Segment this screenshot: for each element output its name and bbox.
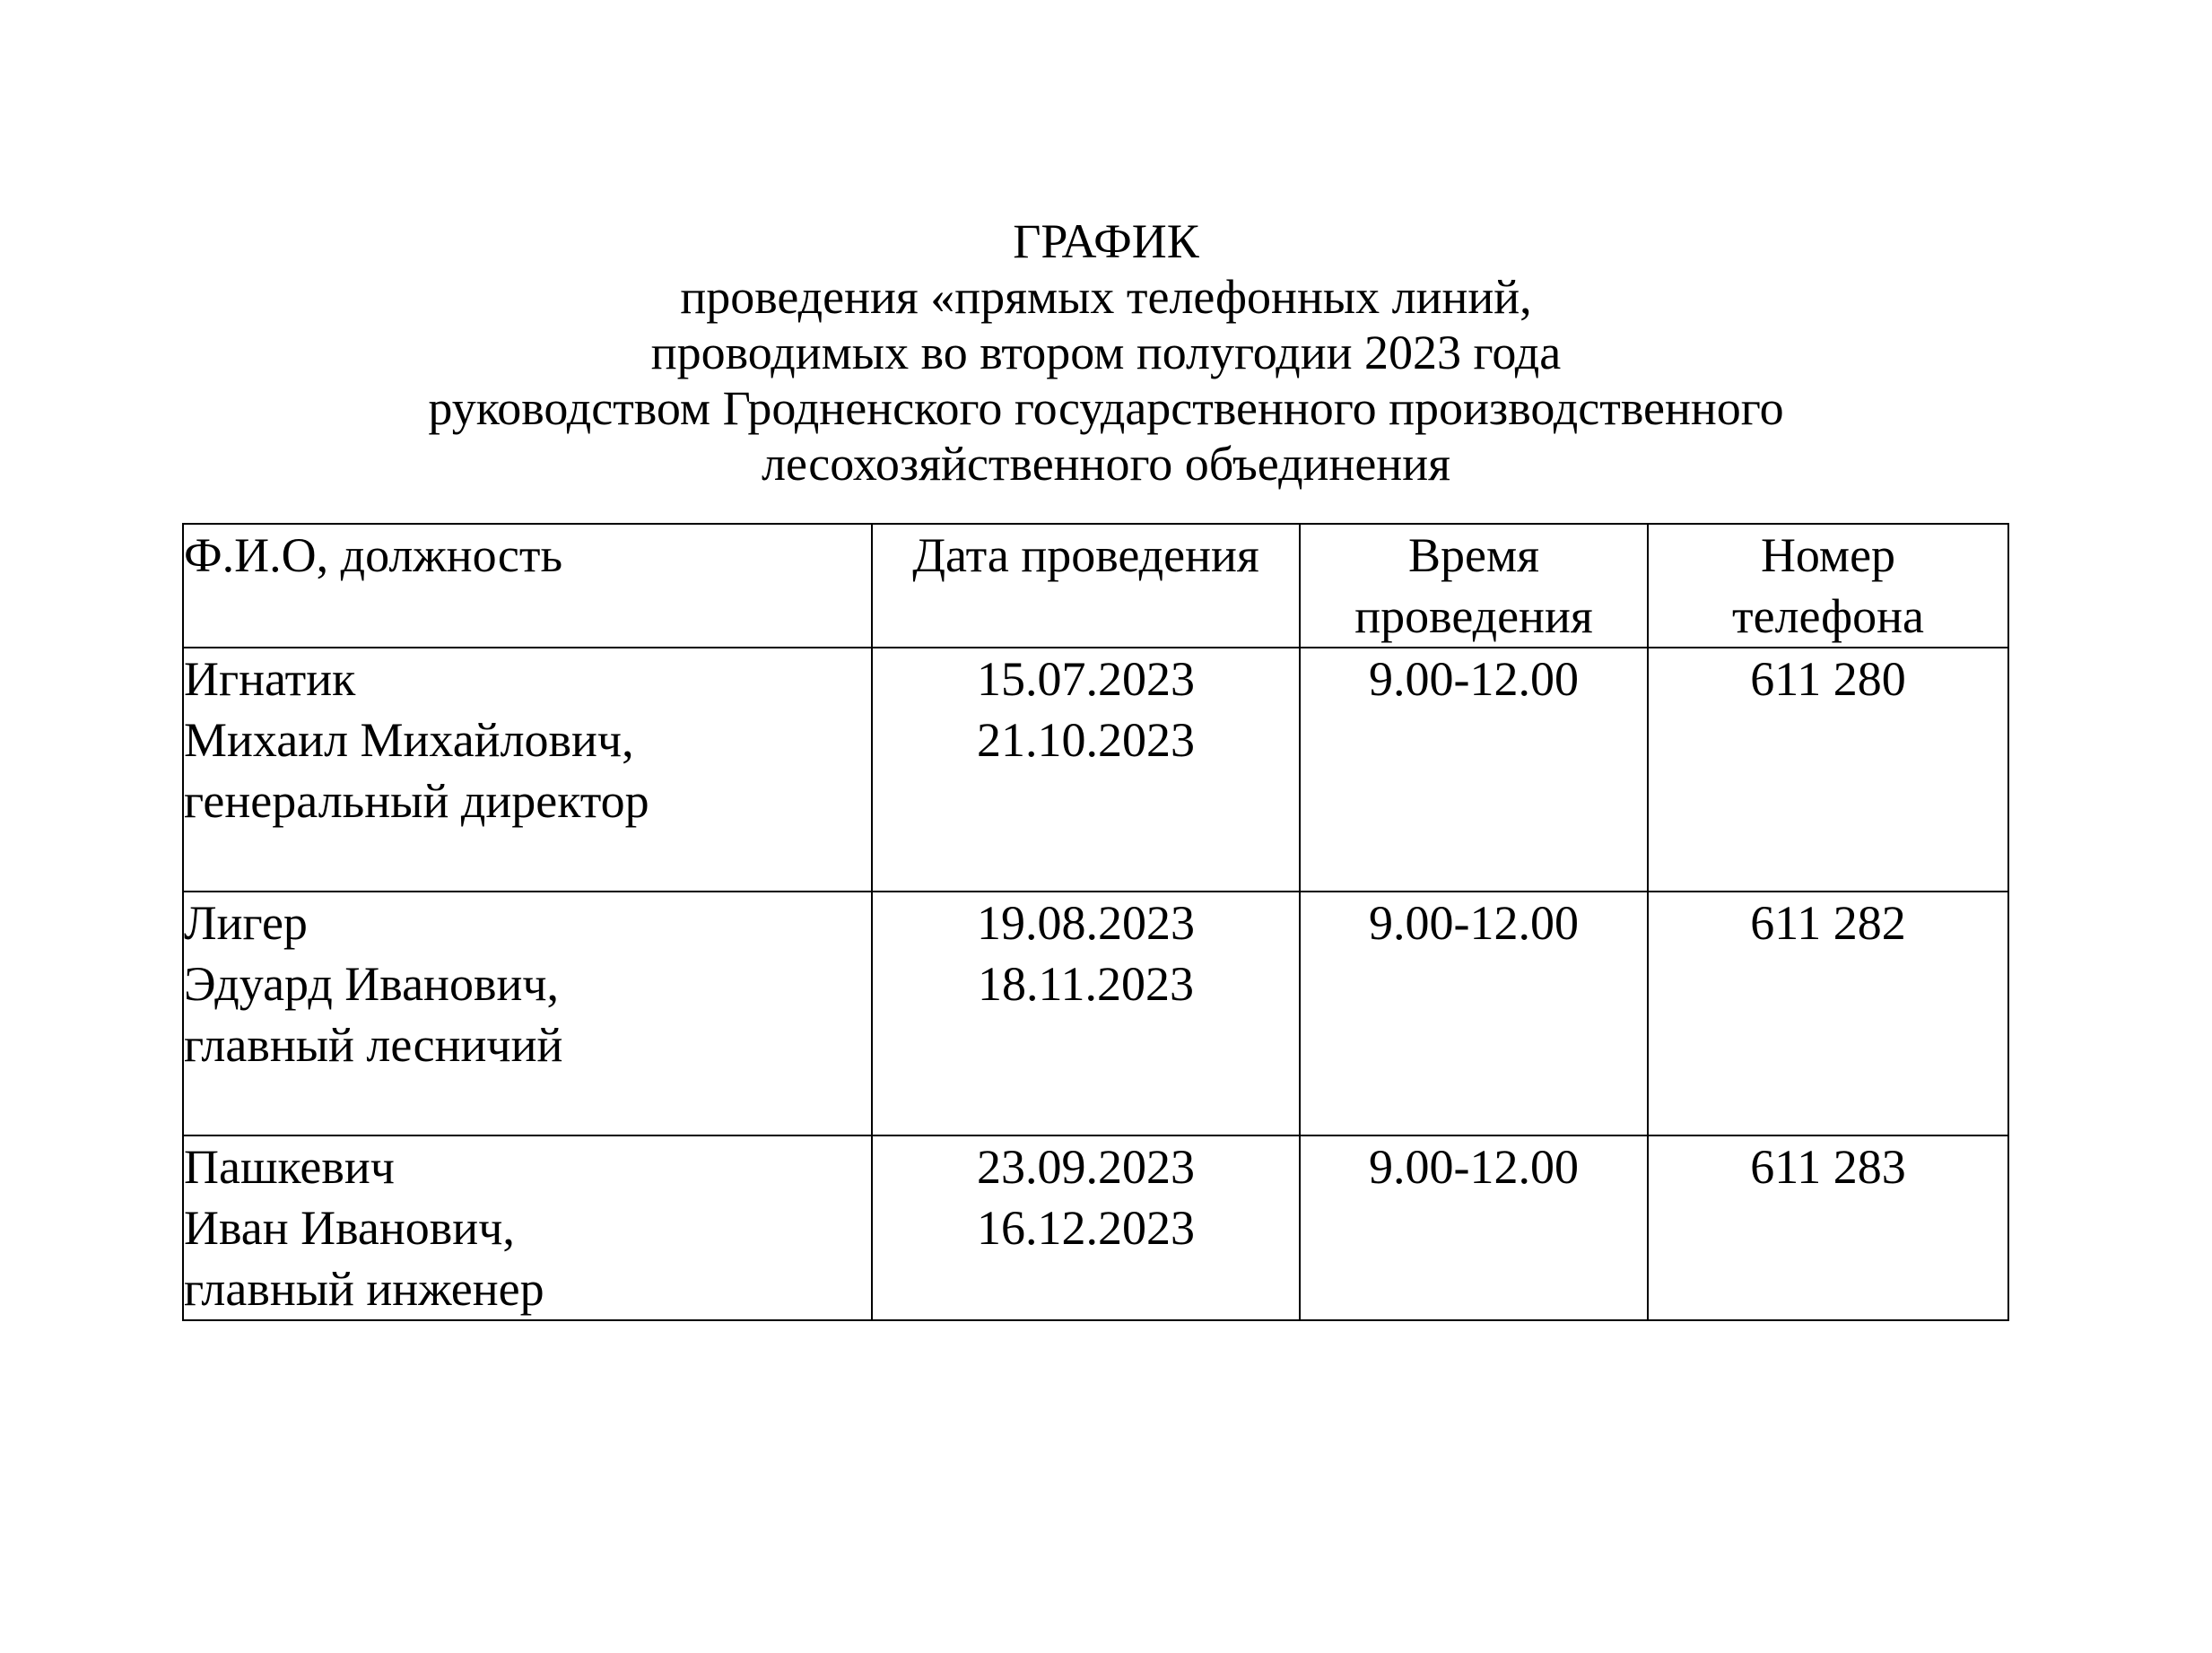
date-cell xyxy=(872,648,1300,892)
date: 18.11.2023 xyxy=(978,957,1194,1011)
name-cell xyxy=(183,1135,872,1320)
date: 15.07.2023 xyxy=(977,652,1195,706)
position: генеральный директор xyxy=(184,774,649,828)
given-names: Иван Иванович, xyxy=(184,1201,515,1255)
phone-cell: 611 280 xyxy=(1648,648,2008,892)
phone-cell: 611 282 xyxy=(1648,892,2008,1135)
subtitle-line: проведения «прямых телефонных линий, xyxy=(680,270,1532,324)
position: главный лесничий xyxy=(184,1018,563,1072)
position: главный инженер xyxy=(184,1262,544,1316)
subtitle-line: лесохозяйственного объединения xyxy=(762,437,1450,491)
table-header-row xyxy=(183,524,2008,648)
subtitle-line: руководством Гродненского государственного производственного xyxy=(428,381,1784,435)
name-cell xyxy=(183,648,872,892)
name-cell xyxy=(183,892,872,1135)
table-row xyxy=(183,892,2008,1135)
date: 23.09.2023 xyxy=(977,1140,1195,1194)
header-time: Время проведения xyxy=(1300,524,1648,648)
header-name: Ф.И.О, должность xyxy=(183,524,872,648)
table-row xyxy=(183,1135,2008,1320)
date: 16.12.2023 xyxy=(977,1201,1195,1255)
table-row xyxy=(183,648,2008,892)
time-cell: 9.00-12.00 xyxy=(1300,892,1648,1135)
date-cell xyxy=(872,1135,1300,1320)
subtitle-line: проводимых во втором полугодии 2023 года xyxy=(650,326,1562,379)
schedule-table xyxy=(182,523,2009,1321)
document-heading xyxy=(0,213,2212,492)
date-cell xyxy=(872,892,1300,1135)
time-cell: 9.00-12.00 xyxy=(1300,648,1648,892)
header-date: Дата проведения xyxy=(872,524,1300,648)
time-cell: 9.00-12.00 xyxy=(1300,1135,1648,1320)
date: 19.08.2023 xyxy=(977,896,1195,950)
surname: Лигер xyxy=(184,896,308,950)
header-phone: Номер телефона xyxy=(1648,524,2008,648)
surname: Игнатик xyxy=(184,652,356,706)
phone-cell: 611 283 xyxy=(1648,1135,2008,1320)
given-names: Михаил Михайлович, xyxy=(184,713,634,767)
surname: Пашкевич xyxy=(184,1140,395,1194)
date: 21.10.2023 xyxy=(977,713,1195,767)
document-title: ГРАФИК xyxy=(1013,214,1199,268)
given-names: Эдуард Иванович, xyxy=(184,957,559,1011)
